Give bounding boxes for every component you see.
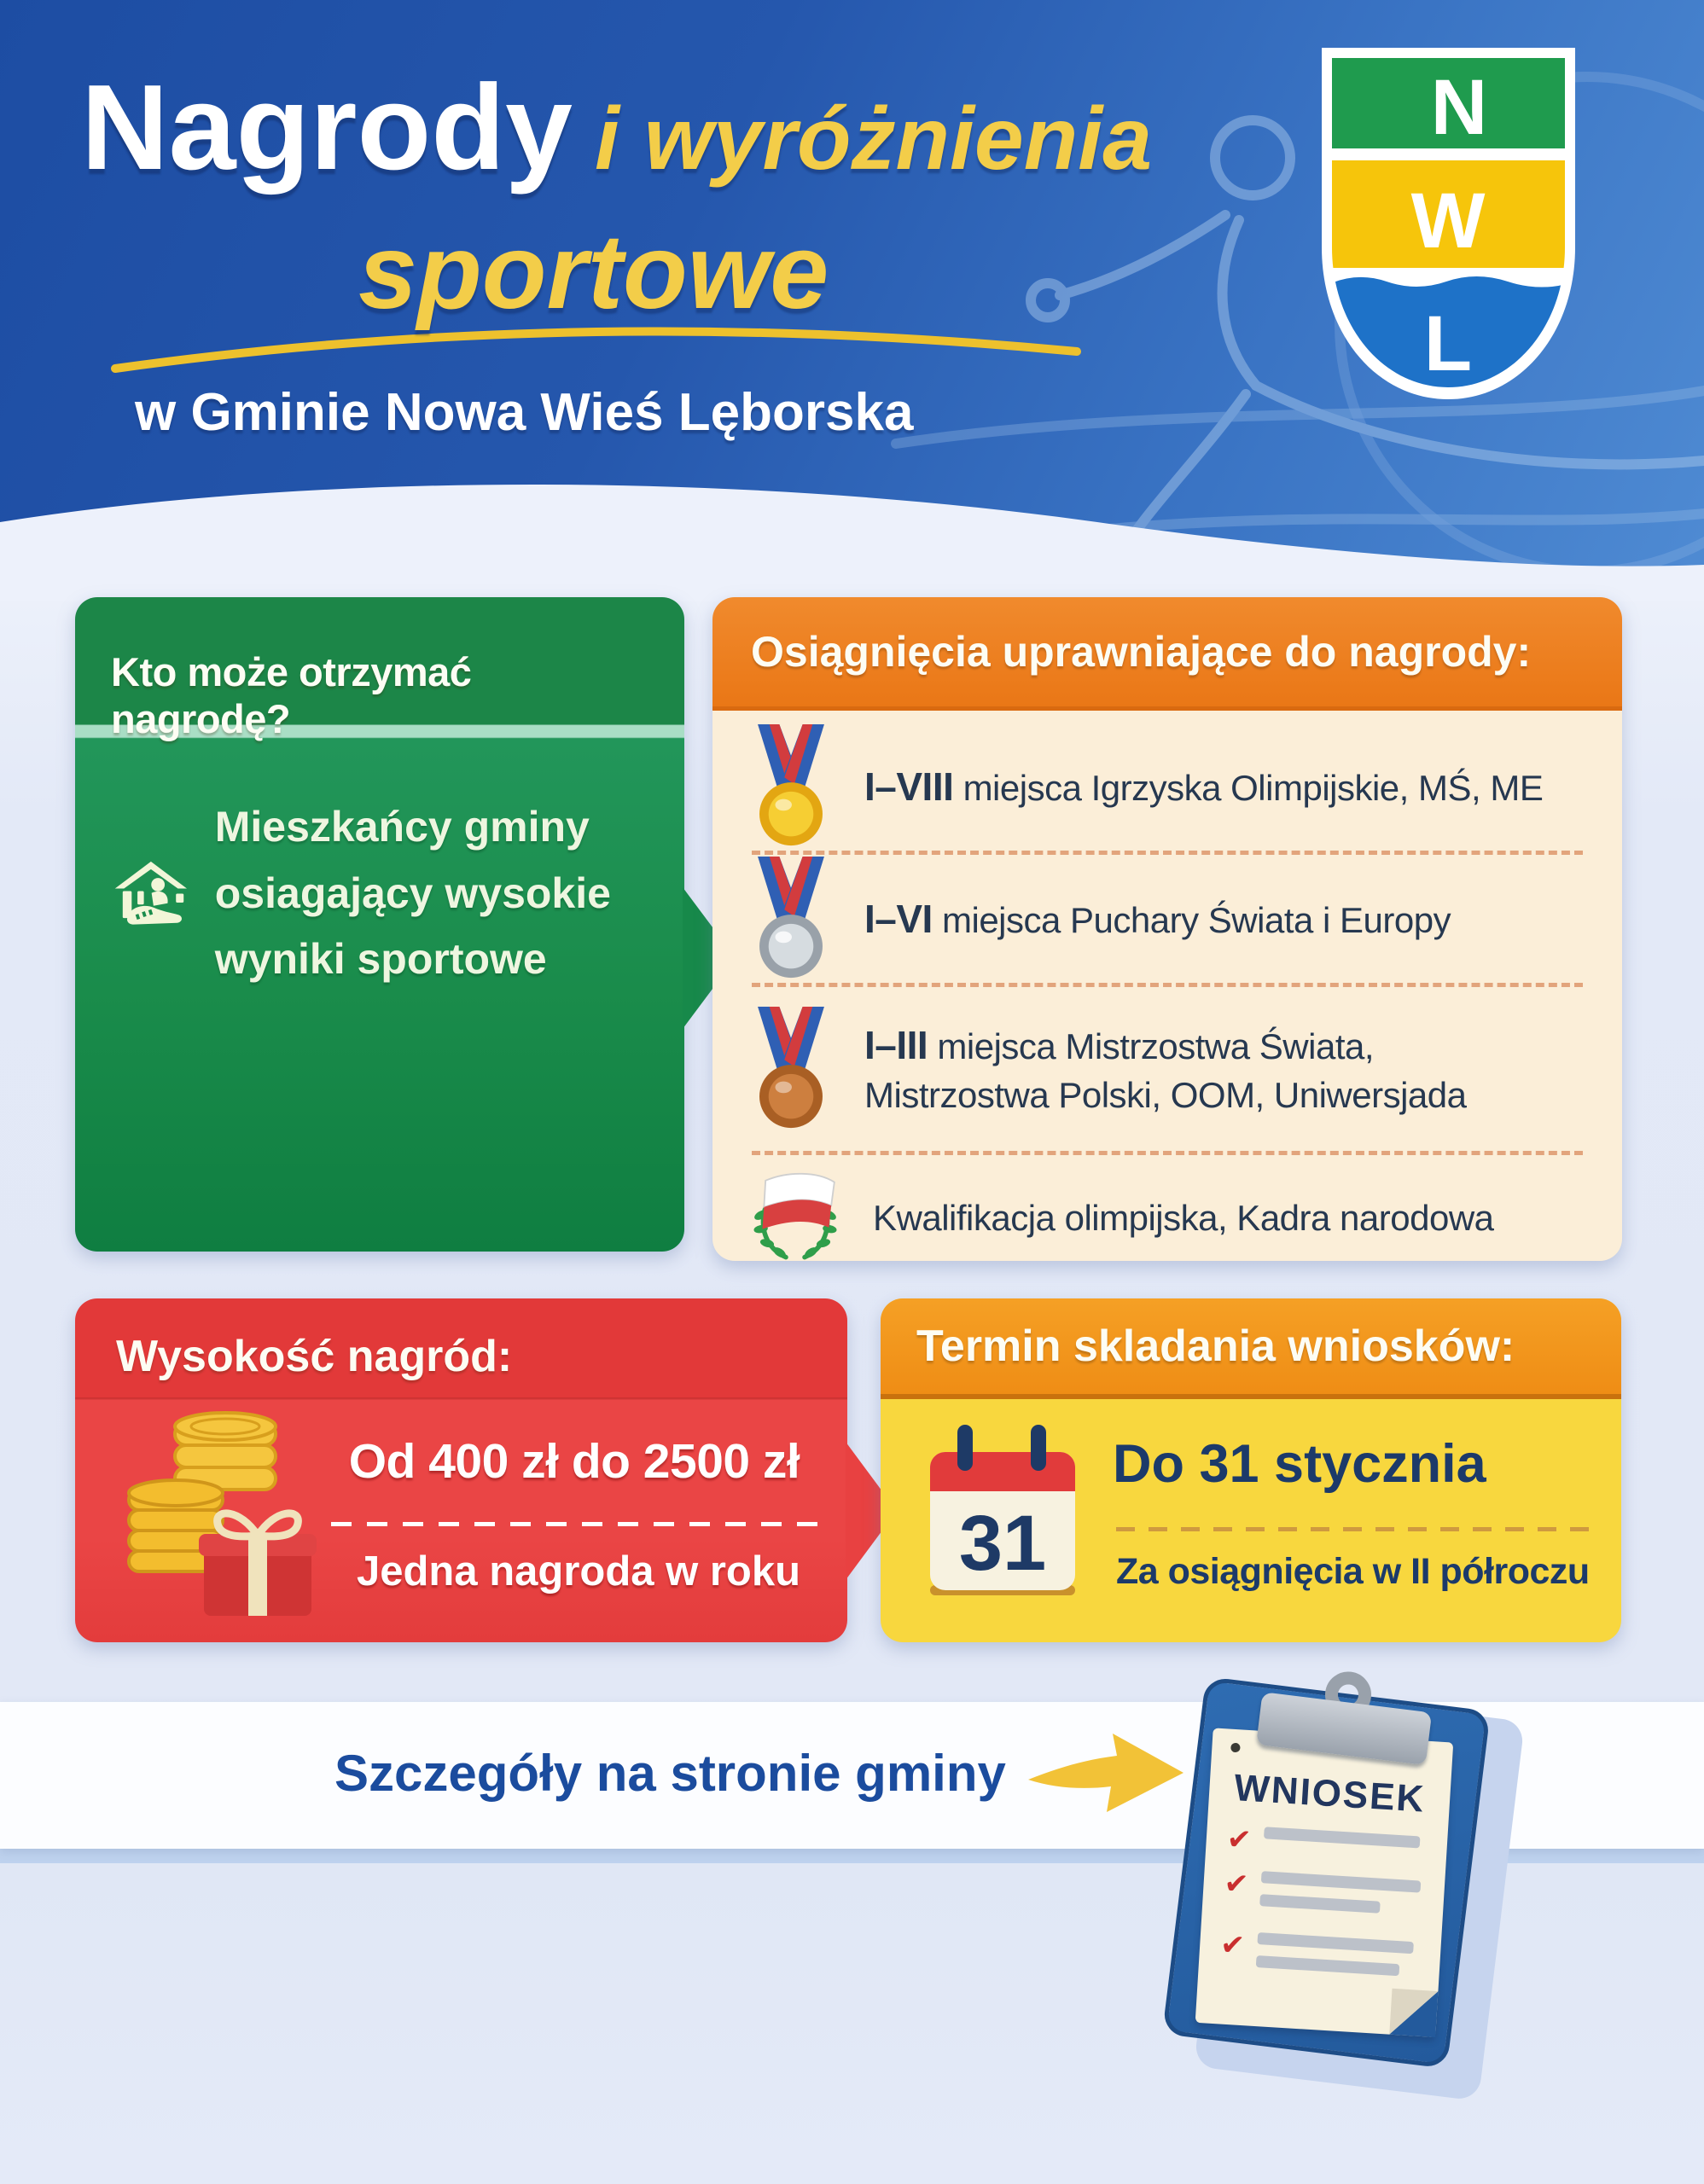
achievement-body: miejsca Puchary Świata i Europy xyxy=(942,899,1451,940)
who-can-receive-card xyxy=(75,597,684,1252)
achievement-text xyxy=(864,892,1451,945)
amount-range-text: Od 400 zł do 2500 zł xyxy=(348,1434,800,1489)
who-card-header: Kto może otrzymać nagrodę? xyxy=(111,649,472,741)
clipboard-paper xyxy=(1195,1728,1454,2037)
athlete-house-icon xyxy=(109,793,193,994)
shield-letter-n: N xyxy=(1430,64,1488,151)
page-title xyxy=(81,60,1153,195)
red-check-icon: ✔ xyxy=(1225,1822,1253,1857)
award-amounts-card xyxy=(75,1298,847,1642)
flag-laurel-icon xyxy=(748,1165,842,1268)
bronze-medal-icon xyxy=(748,1007,834,1131)
achievement-prefix: I–III xyxy=(864,1022,928,1067)
paper-hole-dot xyxy=(1230,1743,1241,1753)
achievement-body: Kwalifikacja olimpijska, Kadra narodowa xyxy=(873,1197,1494,1238)
deadline-card-header-band xyxy=(881,1298,1621,1399)
achievement-text xyxy=(864,1019,1556,1120)
calendar-icon xyxy=(922,1418,1084,1601)
deadline-card xyxy=(881,1298,1621,1642)
deadline-note-text: Za osiągnięcia w II półroczu xyxy=(1116,1551,1590,1592)
achievement-prefix: I–VI xyxy=(864,896,933,941)
amounts-card-header: Wysokość nagród: xyxy=(116,1332,513,1381)
dashed-divider xyxy=(752,983,1583,987)
title-words-i-wyroznienia: i wyróżnienia xyxy=(594,90,1153,189)
paper-fold-flap xyxy=(1389,1989,1438,2037)
achievements-card-header: Osiągnięcia uprawniające do nagrody: xyxy=(751,628,1532,676)
page-subtitle: w Gminie Nowa Wieś Lęborska xyxy=(135,383,914,442)
achievement-row-qualification xyxy=(748,1157,1586,1276)
dashed-divider xyxy=(752,1151,1583,1155)
silver-medal-icon xyxy=(748,857,834,981)
clipboard-paper-title: WNIOSEK xyxy=(1232,1767,1427,1821)
achievement-row-olympics xyxy=(748,724,1586,849)
header-curve xyxy=(0,485,1704,601)
shield-letter-w: W xyxy=(1410,177,1486,264)
dashed-divider xyxy=(1116,1527,1591,1531)
achievements-card xyxy=(712,597,1622,1261)
achievement-row-championships xyxy=(748,989,1586,1149)
checklist-row xyxy=(1225,1822,1428,1866)
coins-gift-icon xyxy=(122,1408,318,1621)
achievement-text xyxy=(873,1190,1494,1243)
achievement-prefix: I–VIII xyxy=(864,764,954,809)
deadline-card-header: Termin skladania wniosków: xyxy=(916,1321,1515,1371)
red-check-icon: ✔ xyxy=(1223,1867,1250,1902)
title-word-nagrody: Nagrody xyxy=(81,60,573,195)
title-underline-swoosh xyxy=(115,332,1077,369)
calendar-day-number: 31 xyxy=(958,1500,1047,1587)
red-check-icon: ✔ xyxy=(1219,1928,1246,1963)
achievement-text xyxy=(864,760,1543,813)
title-word-sportowe: sportowe xyxy=(358,213,829,331)
wniosek-clipboard xyxy=(1162,1654,1493,2069)
checklist-row xyxy=(1222,1869,1424,1927)
who-card-body-text: Mieszkańcy gminy osiagający wysokie wyniki sportowe xyxy=(214,803,611,984)
shield-letter-l: L xyxy=(1423,300,1473,387)
achievements-card-header-band xyxy=(712,597,1622,711)
header-banner xyxy=(0,0,1704,601)
footer-strip-text: Szczegóły na stronie gminy xyxy=(334,1745,1006,1802)
checklist-row xyxy=(1218,1930,1421,1988)
achievement-body: miejsca Igrzyska Olimpijskie, MŚ, ME xyxy=(962,767,1544,808)
dashed-divider xyxy=(752,851,1583,855)
white-dashed-divider xyxy=(331,1522,826,1526)
deadline-date-text: Do 31 stycznia xyxy=(1113,1434,1486,1494)
achievement-row-world-cups xyxy=(748,857,1586,981)
achievement-body: miejsca Mistrzostwa Świata, Mistrzostwa Polski, OOM, Uniwersjada xyxy=(864,1025,1467,1115)
yellow-arrow-icon xyxy=(1028,1732,1186,1814)
nwl-shield-logo xyxy=(1318,44,1579,403)
gold-medal-icon xyxy=(748,724,834,849)
amount-note-text: Jedna nagroda w roku xyxy=(356,1548,801,1594)
